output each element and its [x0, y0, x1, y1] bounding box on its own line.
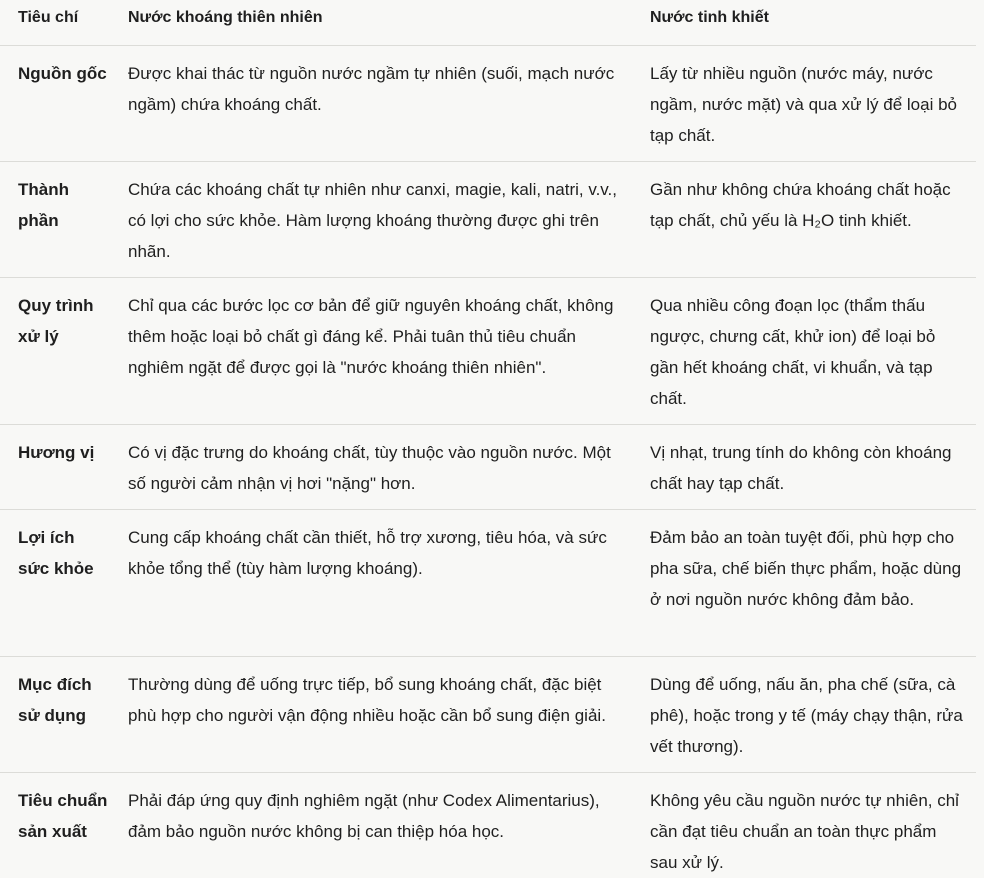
row-criterion: Lợi ích sức khỏe: [18, 528, 94, 578]
row-purified-cell: Vị nhạt, trung tính do không còn khoáng chất hay tạp chất.: [650, 443, 952, 493]
table-header-row: [0, 0, 976, 46]
row-mineral-cell: Chỉ qua các bước lọc cơ bản để giữ nguyên khoáng chất, không thêm hoặc loại bỏ chất gì đáng kể. Phải tuân thủ tiêu chuẩn nghiêm ngặt để được gọi là "nước khoáng thiên nhiên".: [128, 296, 614, 377]
table-row: [0, 773, 976, 878]
row-mineral-cell: Cung cấp khoáng chất cần thiết, hỗ trợ xương, tiêu hóa, và sức khỏe tổng thể (tùy hàm lượng khoáng).: [128, 528, 607, 578]
row-mineral-cell: Có vị đặc trưng do khoáng chất, tùy thuộc vào nguồn nước. Một số người cảm nhận vị hơi "nặng" hơn.: [128, 443, 611, 493]
row-criterion: Thành phần: [18, 180, 69, 230]
table-row: [0, 425, 976, 510]
header-criterion: Tiêu chí: [18, 8, 79, 26]
table-row: [0, 510, 976, 657]
row-mineral-cell: Được khai thác từ nguồn nước ngầm tự nhiên (suối, mạch nước ngầm) chứa khoáng chất.: [128, 64, 615, 114]
table-row: [0, 46, 976, 162]
row-purified-cell: Qua nhiều công đoạn lọc (thẩm thấu ngược, chưng cất, khử ion) để loại bỏ gần hết khoáng chất, vi khuẩn, và tạp chất.: [650, 296, 936, 408]
row-criterion: Tiêu chuẩn sản xuất: [18, 791, 108, 841]
row-purified-cell: Gần như không chứa khoáng chất hoặc tạp chất, chủ yếu là H₂O tinh khiết.: [650, 180, 951, 230]
row-criterion: Quy trình xử lý: [18, 296, 94, 346]
row-purified-cell: Không yêu cầu nguồn nước tự nhiên, chỉ cần đạt tiêu chuẩn an toàn thực phẩm sau xử lý.: [650, 791, 959, 872]
row-mineral-cell: Phải đáp ứng quy định nghiêm ngặt (như Codex Alimentarius), đảm bảo nguồn nước không bị can thiệp hóa học.: [128, 791, 600, 841]
row-purified-cell: Đảm bảo an toàn tuyệt đối, phù hợp cho pha sữa, chế biến thực phẩm, hoặc dùng ở nơi nguồn nước không đảm bảo.: [650, 528, 962, 609]
row-criterion: Nguồn gốc: [18, 64, 107, 83]
row-mineral-cell: Thường dùng để uống trực tiếp, bổ sung khoáng chất, đặc biệt phù hợp cho người vận động nhiều hoặc cần bổ sung điện giải.: [128, 675, 606, 725]
row-criterion: Mục đích sử dụng: [18, 675, 92, 725]
row-criterion: Hương vị: [18, 443, 95, 462]
row-purified-cell: Dùng để uống, nấu ăn, pha chế (sữa, cà phê), hoặc trong y tế (máy chạy thận, rửa vết thương).: [650, 675, 963, 756]
header-purified-water: Nước tinh khiết: [650, 8, 769, 26]
header-mineral-water: Nước khoáng thiên nhiên: [128, 8, 323, 26]
row-purified-cell: Lấy từ nhiều nguồn (nước máy, nước ngầm, nước mặt) và qua xử lý để loại bỏ tạp chất.: [650, 64, 957, 145]
table-row: [0, 162, 976, 278]
table-row: [0, 657, 976, 773]
row-mineral-cell: Chứa các khoáng chất tự nhiên như canxi, magie, kali, natri, v.v., có lợi cho sức khỏe. Hàm lượng khoáng thường được ghi trên nhãn.: [128, 180, 617, 261]
table-row: [0, 278, 976, 425]
